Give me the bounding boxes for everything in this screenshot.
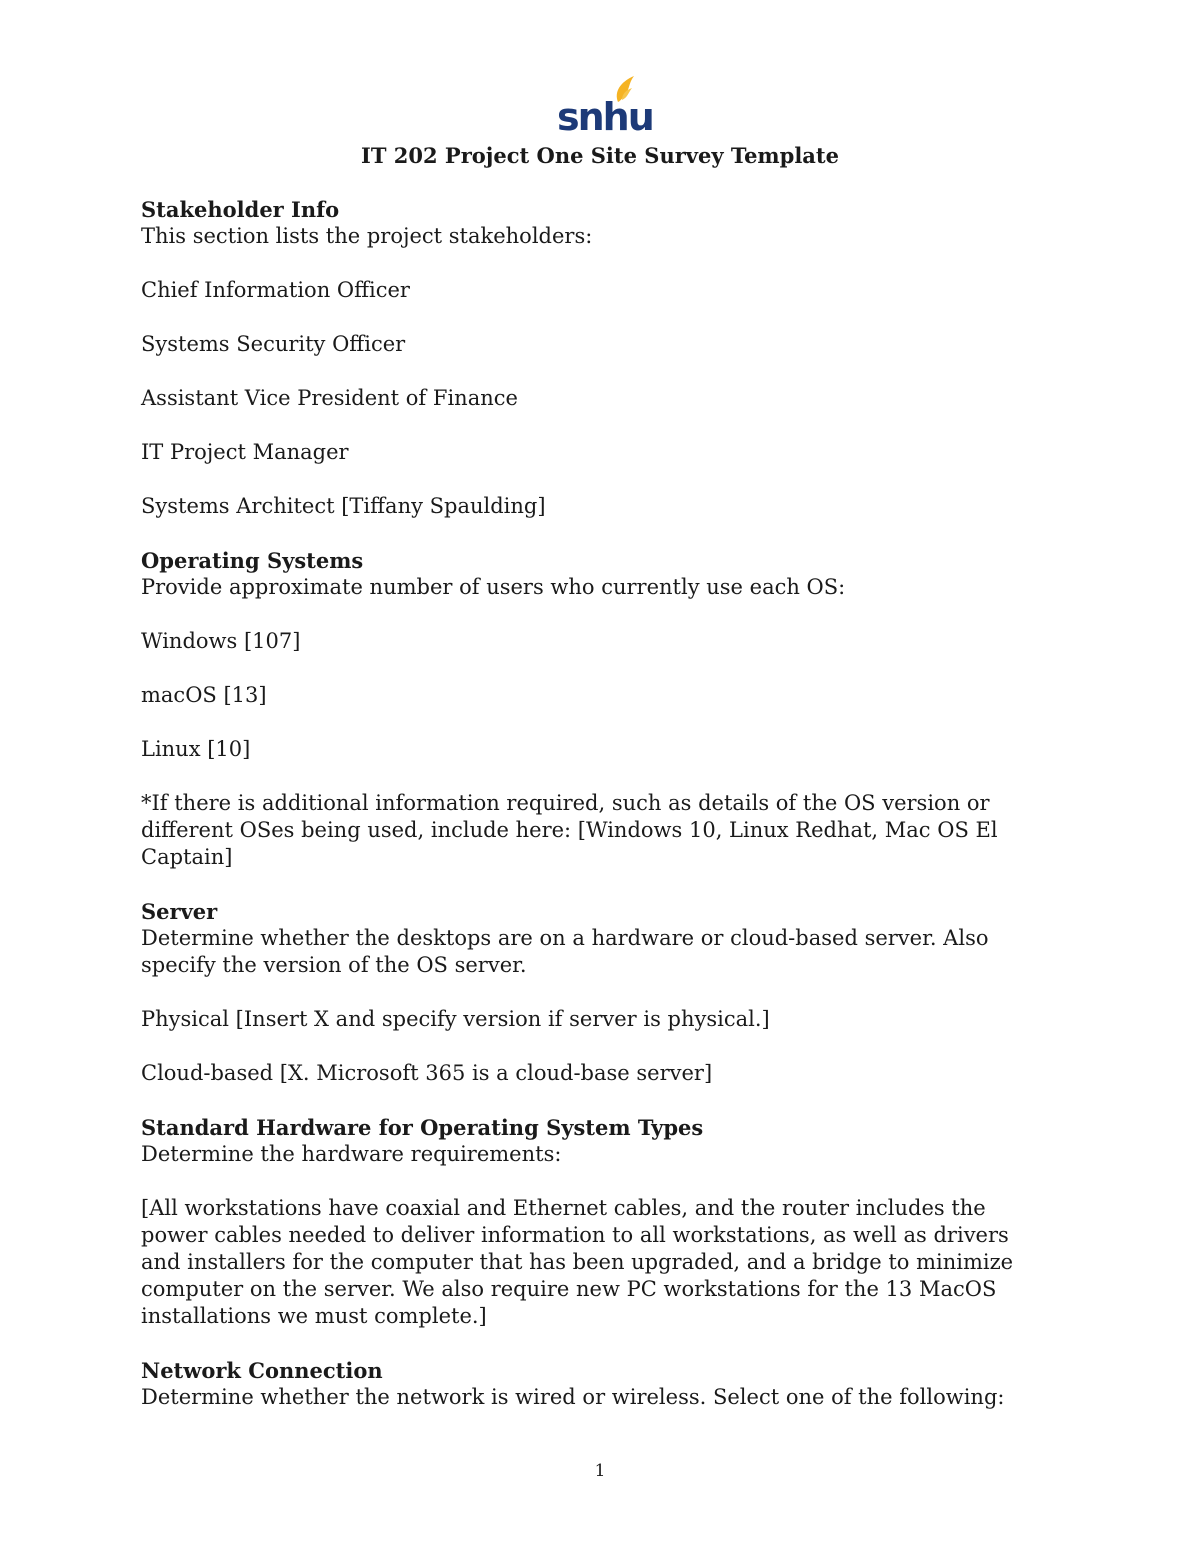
stakeholder-item: Chief Information Officer — [141, 278, 410, 302]
hardware-heading: Standard Hardware for Operating System Types — [141, 1115, 704, 1140]
document-title: IT 202 Project One Site Survey Template — [361, 143, 839, 168]
server-heading: Server — [141, 899, 218, 924]
network-heading: Network Connection — [141, 1358, 383, 1383]
svg-text:snhu: snhu — [557, 95, 653, 139]
server-physical: Physical [Insert X and specify version if server is physical.] — [141, 1007, 770, 1031]
stakeholder-item: IT Project Manager — [141, 440, 349, 464]
stakeholder-item: Systems Architect [Tiffany Spaulding] — [141, 494, 546, 518]
stakeholder-item: Assistant Vice President of Finance — [141, 386, 518, 410]
hardware-answer: [All workstations have coaxial and Ethernet cables, and the router includes the power cables needed to deliver information to all workstations, as well as drivers and installers for the computer that has been upgraded, and a bridge to minimize computer on the server. We also require new PC workstations for the 13 MacOS installations we must complete.] — [141, 1196, 1014, 1328]
hardware-intro: Determine the hardware requirements: — [141, 1142, 562, 1166]
stakeholder-heading: Stakeholder Info — [141, 197, 340, 222]
os-additional-info: *If there is additional information required, such as details of the OS version or different OSes being used, include here: [Windows 10, Linux Redhat, Mac OS El Captain] — [141, 791, 998, 869]
server-cloud: Cloud-based [X. Microsoft 365 is a cloud-base server] — [141, 1061, 713, 1085]
operating-systems-heading: Operating Systems — [141, 548, 364, 573]
os-item-macos: macOS [13] — [141, 683, 267, 707]
page-number: 1 — [594, 1461, 606, 1481]
server-intro: Determine whether the desktops are on a hardware or cloud-based server. Also specify the version of the OS server. — [141, 926, 989, 977]
snhu-logo-graphic — [556, 72, 653, 139]
stakeholder-intro: This section lists the project stakeholders: — [141, 224, 593, 248]
snhu-logo — [556, 72, 653, 139]
os-item-linux: Linux [10] — [141, 737, 251, 761]
stakeholder-item: Systems Security Officer — [141, 332, 406, 356]
os-item-windows: Windows [107] — [141, 629, 301, 653]
network-intro: Determine whether the network is wired or wireless. Select one of the following: — [141, 1385, 1005, 1409]
document-body — [141, 196, 1051, 1438]
operating-systems-intro: Provide approximate number of users who currently use each OS: — [141, 575, 846, 599]
